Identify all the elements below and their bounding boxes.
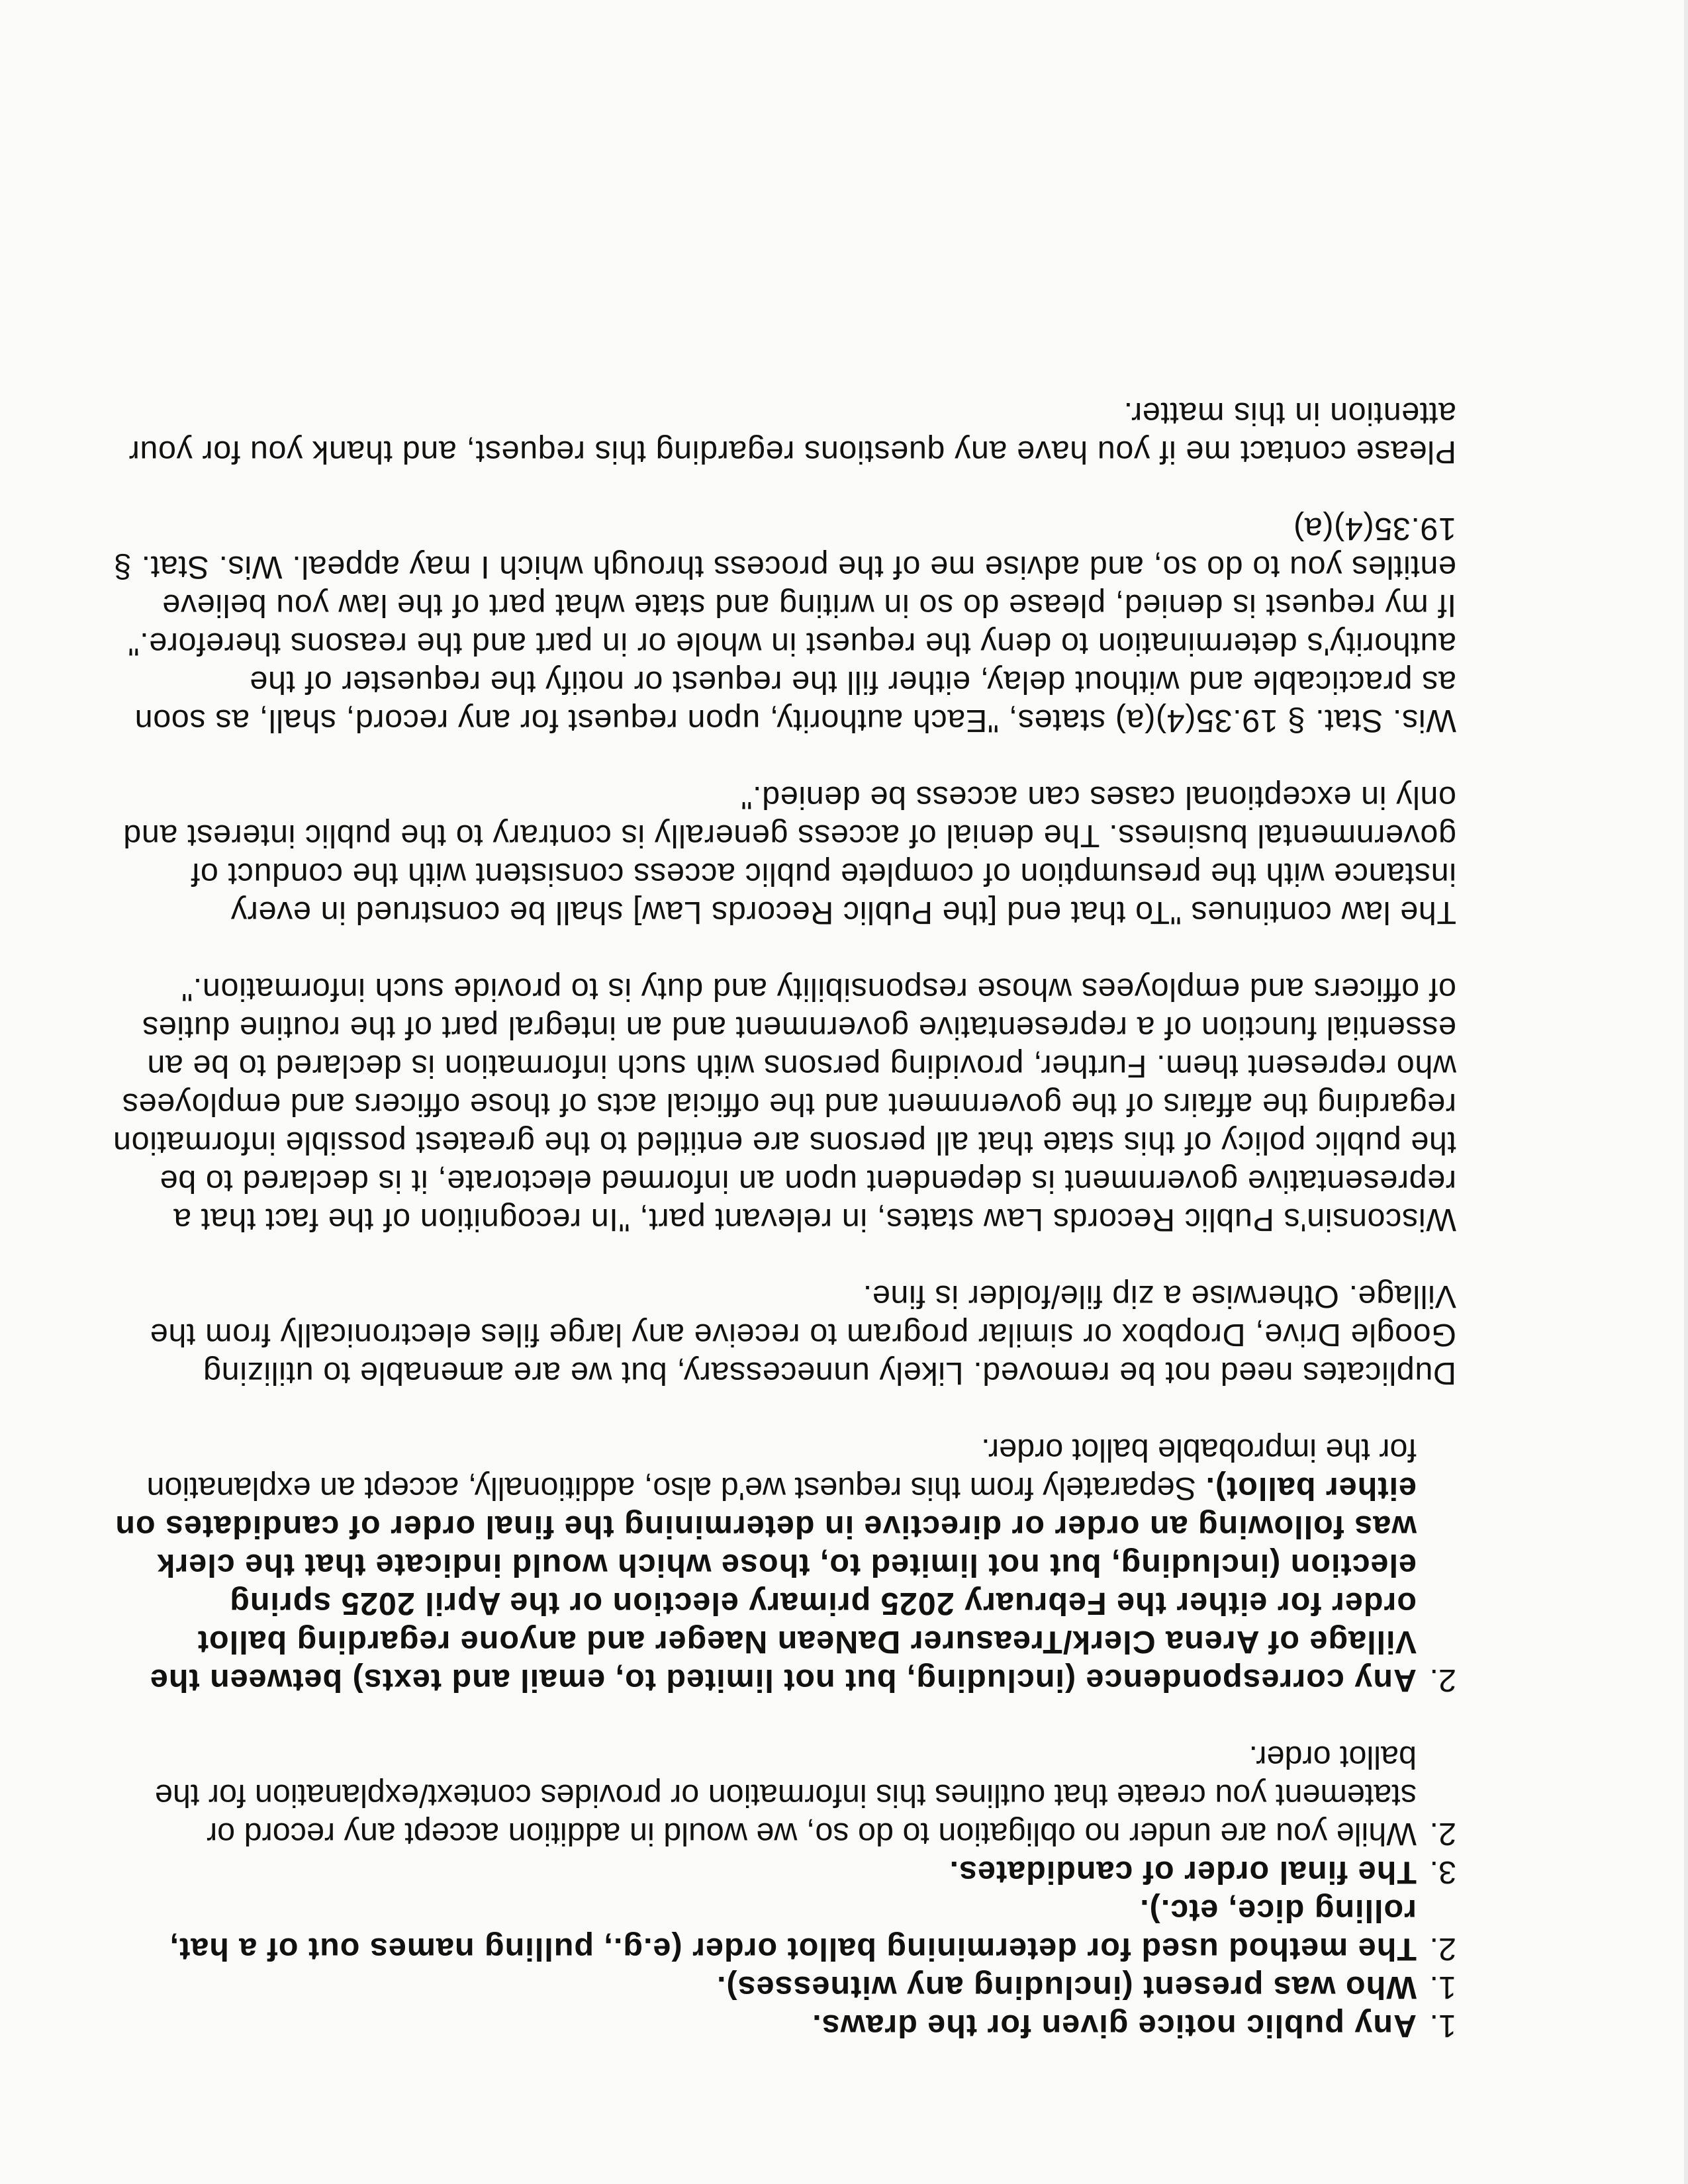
duplicates-paragraph: Duplicates need not be removed. Likely unnecessary, but we are amenable to utilizing Google Drive, Dropbox or similar program to receive any large files electronically from the Village. Otherwise a zip file/folder is fine. [150,1279,1456,1391]
correspondence-request [106,1431,1456,1700]
list-item-number: 2. [1429,1816,1456,1852]
scan-edge-shadow [1684,0,1688,2184]
list-item [106,1853,1456,1891]
list-item-number: 1. [1429,2008,1456,2044]
list-item-number: 1. [1429,1970,1456,2005]
law-continues-paragraph: The law continues "To that end [the Public Records Law] shall be construed in every instance with the presumption of complete public access consistent with the conduct of governmental business. The denial of access generally is contrary to the public interest and only in exceptional cases can access be denied." [122,780,1456,931]
list-item-text: Any public notice given for the draws. [812,2008,1417,2044]
list-item-body [106,1431,1417,1700]
correspondence-request-bold: Any correspondence (including, but not limited to, email and texts) between the Village of Arena Clerk/Treasurer DaNean Naeger and anyone regarding ballot order for either the February 2025 primary election or the April 2025 spring election (including, but not limited to, those which would indicate that the clerk was following an order or directive in determining the final order of candidates on either ballot). [115,1471,1417,1698]
law-intro-paragraph: Wisconsin's Public Records Law states, in relevant part, "In recognition of the fact that a representative government is dependent upon an informed electorate, it is declared to be the public policy of this state that all persons are entitled to the greatest possible information regarding the affairs of the government and the official acts of those officers and employees who represent them. Further, providing persons with such information is declared to be an essential function of a representative government and an integral part of the routine duties of officers and employees whose responsibility and duty is to provide such information." [113,972,1456,1238]
list-item [106,1738,1456,1853]
letter-body [106,394,1456,2045]
requested-items-list [106,1738,1456,2045]
list-item-text: The method used for determining ballot order (e.g., pulling names out of a hat, rolling dice, etc.). [169,1893,1417,1967]
correspondence-request-tail: Separately from this request we'd also, additionally, accept an explanation for the improbable ballot order. [146,1432,1417,1506]
list-item-number: 3. [1429,1854,1456,1890]
list-item-text: Who was present (including any witnesses). [716,1970,1417,2005]
list-item-text: While you are under no obligation to do so, we would in addition accept any record or statement you create that outlines this information or provides context/explanation for the ballot order. [154,1739,1417,1852]
list-item [106,1431,1456,1700]
list-item [106,1968,1456,2007]
statute-paragraph: Wis. Stat. § 19.35(4)(a) states, "Each authority, upon request for any record, shall, as soon as practicable and without delay, either fill the request or notify the requester of the authority's determination to deny the request in whole or in part and the reasons therefore." If my request is denied, please do so in writing and state what part of the law you believe entitles you to do so, and advise me of the process through which I may appeal. Wis. Stat. § 19.35(4)(a) [113,511,1456,739]
list-item-number: 2. [1429,1662,1456,1698]
list-item-text: The final order of candidates. [949,1854,1417,1890]
list-item-number: 2. [1429,1931,1456,1967]
closing-paragraph: Please contact me if you have any questions regarding this request, and thank you for your attention in this matter. [128,396,1456,470]
list-item [106,2007,1456,2045]
list-item [106,1891,1456,1968]
